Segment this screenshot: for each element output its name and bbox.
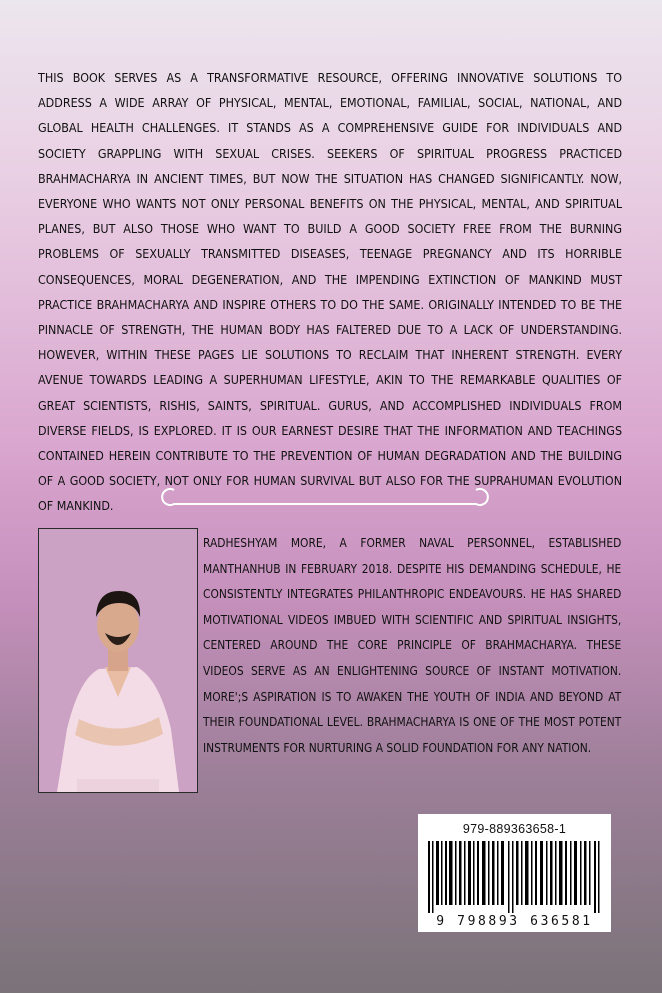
scroll-divider-icon xyxy=(160,484,490,510)
book-description: THIS BOOK SERVES AS A TRANSFORMATIVE RESOURCE, OFFERING INNOVATIVE SOLUTIONS TO ADDRESS A WIDE ARRAY OF PHYSICAL, MENTAL, EMOTIONAL, FAMILIAL, SOCIAL, NATIONAL, AND GLOBAL HEALTH CHALLENGES. IT STANDS AS A COMPREHENSIVE GUIDE FOR INDIVIDUALS AND SOCIETY GRAPPLING WITH SEXUAL CRISES. SEEKERS OF SPIRITUAL PROGRESS PRACTICED BRAHMACHARYA IN ANCIENT TIMES, BUT NOW THE SITUATION HAS CHANGED SIGNIFICANTLY. NOW, EVERYONE WHO WANTS NOT ONLY PERSONAL BENEFITS ON THE PHYSICAL, MENTAL, AND SPIRITUAL PLANES, BUT ALSO THOSE WHO WANT TO BUILD A GOOD SOCIETY FREE FROM THE BURNING PROBLEMS OF SEXUALLY TRANSMITTED DISEASES, TEENAGE PREGNANCY AND ITS HORRIBLE CONSEQUENCES, MORAL DEGENERATION, AND THE IMPENDING EXTINCTION OF MANKIND MUST PRACTICE BRAHMACHARYA AND INSPIRE OTHERS TO DO THE SAME. ORIGINALLY INTENDED TO BE THE PINNACLE OF STRENGTH, THE HUMAN BODY HAS FALTERED DUE TO A LACK OF UNDERSTANDING. HOWEVER, WITHIN THESE PAGES LIE SOLUTIONS TO RECLAIM THAT INHERENT STRENGTH. EVERY AVENUE TOWARDS LEADING A SUPERHUMAN LIFESTYLE, AKIN TO THE REMARKABLE QUALITIES OF GREAT SCIENTISTS, RISHIS, SAINTS, SPIRITUAL. GURUS, AND ACCOMPLISHED INDIVIDUALS FROM DIVERSE FIELDS, IS EXPLORED. IT IS OUR EARNEST DESIRE THAT THE INFORMATION AND TEACHINGS CONTAINED HEREIN CONTRIBUTE TO THE PREVENTION OF HUMAN DEGRADATION AND THE BUILDING OF A GOOD SOCIETY, NOT ONLY FOR HUMAN SURVIVAL BUT ALSO FOR THE SUPRAHUMAN EVOLUTION OF MANKIND. xyxy=(38,71,623,514)
barcode-icon xyxy=(428,841,601,913)
isbn-digits: 9 798893 636581 xyxy=(436,914,593,929)
isbn-barcode xyxy=(418,814,611,932)
author-photo xyxy=(38,528,198,793)
isbn-number: 979-889363658-1 xyxy=(462,822,567,836)
author-bio: RADHESHYAM MORE, A FORMER NAVAL PERSONNEL, ESTABLISHED MANTHANHUB IN FEBRUARY 2018. DESPITE HIS DEMANDING SCHEDULE, HE CONSISTENTLY INTEGRATES PHILANTHROPIC ENDEAVOURS. HE HAS SHARED MOTIVATIONAL VIDEOS IMBUED WITH SCIENTIFIC AND SPIRITUAL INSIGHTS, CENTERED AROUND THE CORE PRINCIPLE OF BRAHMACHARYA. THESE VIDEOS SERVE AS AN ENLIGHTENING SOURCE OF INSTANT MOTIVATION. MORE';S ASPIRATION IS TO AWAKEN THE YOUTH OF INDIA AND BEYOND AT THEIR FOUNDATIONAL LEVEL. BRAHMACHARYA IS ONE OF THE MOST POTENT INSTRUMENTS FOR NURTURING A SOLID FOUNDATION FOR ANY NATION. xyxy=(203,536,622,755)
